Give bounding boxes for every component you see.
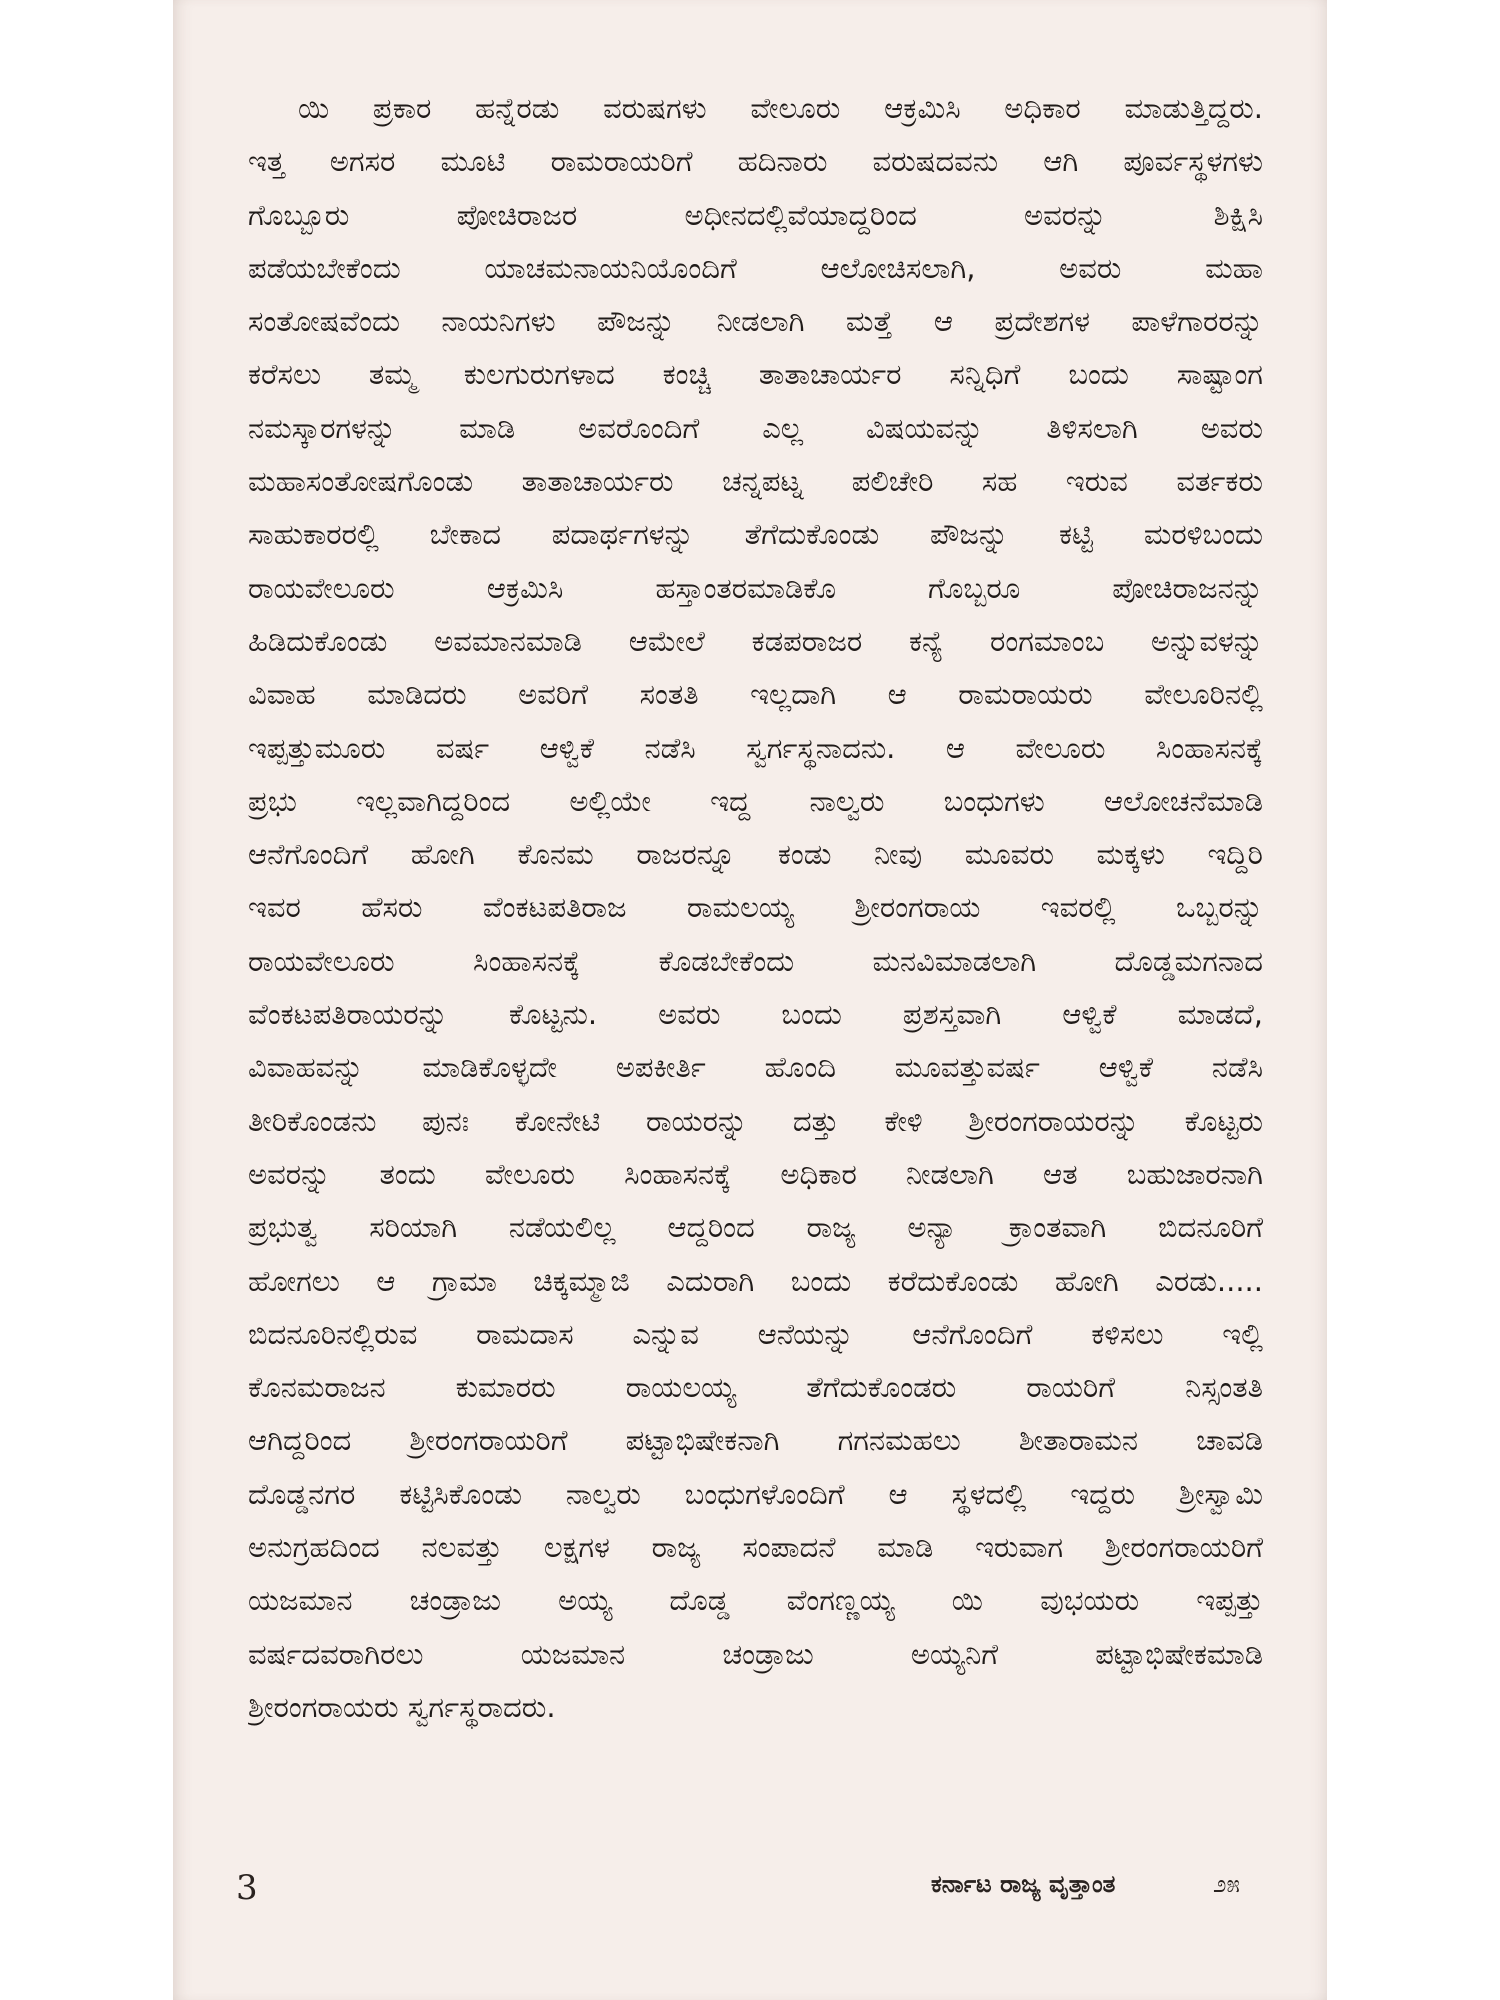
text-line: ಆಗಿದ್ದರಿಂದ ಶ್ರೀರಂಗರಾಯರಿಗೆ ಪಟ್ಟಾಭಿಷೇಕನಾಗಿ ಗಗನಮಹಲು ಶೀತಾರಾಮನ ಚಾವಡಿ <box>248 1423 1263 1458</box>
text-line: ಯಿ ಪ್ರಕಾರ ಹನ್ನೆರಡು ವರುಷಗಳು ವೇಲೂರು ಆಕ್ರಮಿಸಿ ಅಧಿಕಾರ ಮಾಡುತ್ತಿದ್ದರು. <box>298 91 1263 125</box>
text-line: ರಾಯವೇಲೂರು ಸಿಂಹಾಸನಕ್ಕೆ ಕೊಡಬೇಕೆಂದು ಮನವಿಮಾಡಲಾಗಿ ದೊಡ್ಡಮಗನಾದ <box>248 943 1263 978</box>
body-text <box>248 82 1263 1734</box>
text-line: ಸಾಹುಕಾರರಲ್ಲಿ ಬೇಕಾದ ಪದಾರ್ಥಗಳನ್ನು ತೆಗೆದುಕೊಂಡು ಪೌಜನ್ನು ಕಟ್ಟಿ ಮರಳಿಬಂದು <box>248 517 1263 552</box>
running-footer-title: ಕರ್ನಾಟ ರಾಜ್ಯ ವೃತ್ತಾಂತ <box>931 1870 1116 1898</box>
text-line: ಶ್ರೀರಂಗರಾಯರು ಸ್ವರ್ಗಸ್ಥರಾದರು. <box>248 1689 556 1724</box>
text-line: ಅನುಗ್ರಹದಿಂದ ನಲವತ್ತು ಲಕ್ಷಗಳ ರಾಜ್ಯ ಸಂಪಾದನೆ ಮಾಡಿ ಇರುವಾಗ ಶ್ರೀರಂಗರಾಯರಿಗೆ <box>248 1530 1263 1565</box>
folio-number: ೨೫ <box>1213 1870 1240 1898</box>
text-line: ವೆಂಕಟಪತಿರಾಯರನ್ನು ಕೊಟ್ಟನು. ಅವರು ಬಂದು ಪ್ರಶಸ್ತವಾಗಿ ಆಳ್ವಿಕೆ ಮಾಡದೆ, <box>248 997 1263 1032</box>
text-line: ಬಿದನೂರಿನಲ್ಲಿರುವ ರಾಮದಾಸ ಎನ್ನುವ ಆನೆಯನ್ನು ಆನೆಗೊಂದಿಗೆ ಕಳಿಸಲು ಇಲ್ಲಿ <box>248 1316 1263 1351</box>
text-line: ಹೋಗಲು ಆ ಗ್ರಾಮಾ ಚಿಕ್ಕಮ್ಮಾಜಿ ಎದುರಾಗಿ ಬಂದು ಕರೆದುಕೊಂಡು ಹೋಗಿ ಎರಡು..... <box>248 1263 1263 1298</box>
text-line: ಮಹಾಸಂತೋಷಗೊಂಡು ತಾತಾಚಾರ್ಯರು ಚನ್ನಪಟ್ನ ಪಲಿಚೇರಿ ಸಹ ಇರುವ ವರ್ತಕರು <box>248 464 1263 499</box>
page-number: 3 <box>236 1868 258 1908</box>
text-line: ಇತ್ತ ಅಗಸರ ಮೂಟಿ ರಾಮರಾಯರಿಗೆ ಹದಿನಾರು ವರುಷದವನು ಆಗಿ ಪೂರ್ವಸ್ಥಳಗಳು <box>248 144 1263 179</box>
text-line: ಸಂತೋಷವೆಂದು ನಾಯನಿಗಳು ಪೌಜನ್ನು ನೀಡಲಾಗಿ ಮತ್ತೆ ಆ ಪ್ರದೇಶಗಳ ಪಾಳೆಗಾರರನ್ನು <box>248 304 1263 339</box>
text-line: ನಮಸ್ಕಾರಗಳನ್ನು ಮಾಡಿ ಅವರೊಂದಿಗೆ ಎಲ್ಲ ವಿಷಯವನ್ನು ತಿಳಿಸಲಾಗಿ ಅವರು <box>248 410 1263 445</box>
text-line: ಯಜಮಾನ ಚಂಡ್ರಾಜು ಅಯ್ಯ ದೊಡ್ಡ ವೆಂಗಣ್ಣಯ್ಯ ಯಿ ವುಭಯರು ಇಪ್ಪತ್ತು <box>248 1583 1263 1618</box>
text-line: ಕೊನಮರಾಜನ ಕುಮಾರರು ರಾಯಲಯ್ಯ ತೆಗೆದುಕೊಂಡರು ರಾಯರಿಗೆ ನಿಸ್ಸಂತತಿ <box>248 1370 1263 1405</box>
text-line: ಹಿಡಿದುಕೊಂಡು ಅವಮಾನಮಾಡಿ ಆಮೇಲೆ ಕಡಪರಾಜರ ಕನ್ಯೆ ರಂಗಮಾಂಬ ಅನ್ನುವಳನ್ನು <box>248 623 1263 658</box>
text-line: ವಿವಾಹವನ್ನು ಮಾಡಿಕೊಳ್ಳದೇ ಅಪಕೀರ್ತಿ ಹೊಂದಿ ಮೂವತ್ತುವರ್ಷ ಆಳ್ವಿಕೆ ನಡೆಸಿ <box>248 1050 1263 1085</box>
text-line: ದೊಡ್ಡನಗರ ಕಟ್ಟಿಸಿಕೊಂಡು ನಾಲ್ವರು ಬಂಧುಗಳೊಂದಿಗೆ ಆ ಸ್ಥಳದಲ್ಲಿ ಇದ್ದರು ಶ್ರೀಸ್ವಾಮಿ <box>248 1476 1263 1511</box>
text-line: ಗೊಬ್ಬೂರು ಪೋಚಿರಾಜರ ಅಧೀನದಲ್ಲಿವೆಯಾದ್ದರಿಂದ ಅವರನ್ನು ಶಿಕ್ಷಿಸಿ <box>248 197 1263 232</box>
text-line: ವಿವಾಹ ಮಾಡಿದರು ಅವರಿಗೆ ಸಂತತಿ ಇಲ್ಲದಾಗಿ ಆ ರಾಮರಾಯರು ವೇಲೂರಿನಲ್ಲಿ <box>248 677 1263 712</box>
text-line: ಇವರ ಹೆಸರು ವೆಂಕಟಪತಿರಾಜ ರಾಮಲಯ್ಯ ಶ್ರೀರಂಗರಾಯ ಇವರಲ್ಲಿ ಒಬ್ಬರನ್ನು <box>248 890 1263 925</box>
text-line: ವರ್ಷದವರಾಗಿರಲು ಯಜಮಾನ ಚಂಡ್ರಾಜು ಅಯ್ಯನಿಗೆ ಪಟ್ಟಾಭಿಷೇಕಮಾಡಿ <box>248 1636 1263 1671</box>
text-line: ಪ್ರಭುತ್ವ ಸರಿಯಾಗಿ ನಡೆಯಲಿಲ್ಲ ಆದ್ದರಿಂದ ರಾಜ್ಯ ಅನ್ಯಾ ಕ್ರಾಂತವಾಗಿ ಬಿದನೂರಿಗೆ <box>248 1210 1263 1245</box>
text-line: ತೀರಿಕೊಂಡನು ಪುನಃ ಕೋನೇಟಿ ರಾಯರನ್ನು ದತ್ತು ಕೇಳಿ ಶ್ರೀರಂಗರಾಯರನ್ನು ಕೊಟ್ಟರು <box>248 1103 1263 1138</box>
text-line: ಪ್ರಭು ಇಲ್ಲವಾಗಿದ್ದರಿಂದ ಅಲ್ಲಿಯೇ ಇದ್ದ ನಾಲ್ವರು ಬಂಧುಗಳು ಆಲೋಚನೆಮಾಡಿ <box>248 783 1263 818</box>
text-line: ಪಡೆಯಬೇಕೆಂದು ಯಾಚಮನಾಯನಿಯೊಂದಿಗೆ ಆಲೋಚಿಸಲಾಗಿ, ಅವರು ಮಹಾ <box>248 250 1263 285</box>
text-line: ರಾಯವೇಲೂರು ಆಕ್ರಮಿಸಿ ಹಸ್ತಾಂತರಮಾಡಿಕೊ ಗೊಬ್ಬರೂ ಪೋಚಿರಾಜನನ್ನು <box>248 570 1263 605</box>
book-page <box>173 0 1327 2000</box>
text-line: ಆನೆಗೊಂದಿಗೆ ಹೋಗಿ ಕೊನಮ ರಾಜರನ್ನೂ ಕಂಡು ನೀವು ಮೂವರು ಮಕ್ಕಳು ಇದ್ದಿರಿ <box>248 837 1263 872</box>
text-line: ಅವರನ್ನು ತಂದು ವೇಲೂರು ಸಿಂಹಾಸನಕ್ಕೆ ಅಧಿಕಾರ ನೀಡಲಾಗಿ ಆತ ಬಹುಜಾರನಾಗಿ <box>248 1156 1263 1191</box>
text-line: ಕರೆಸಲು ತಮ್ಮ ಕುಲಗುರುಗಳಾದ ಕಂಚ್ಚಿ ತಾತಾಚಾರ್ಯರ ಸನ್ನಿಧಿಗೆ ಬಂದು ಸಾಷ್ಟಾಂಗ <box>248 357 1263 392</box>
text-line: ಇಪ್ಪತ್ತುಮೂರು ವರ್ಷ ಆಳ್ವಿಕೆ ನಡೆಸಿ ಸ್ವರ್ಗಸ್ಥನಾದನು. ಆ ವೇಲೂರು ಸಿಂಹಾಸನಕ್ಕೆ <box>248 730 1263 765</box>
